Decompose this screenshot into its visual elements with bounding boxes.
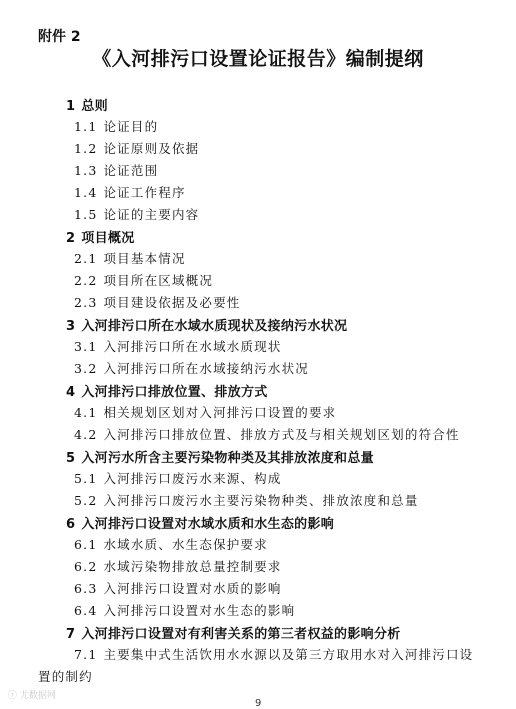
- outline-number: 3: [66, 319, 76, 334]
- outline-number: 1.2: [74, 141, 98, 156]
- outline-number: 6.1: [74, 537, 98, 552]
- outline-number: 6: [66, 517, 76, 532]
- outline-item: [74, 469, 282, 487]
- outline-number: 4.1: [74, 405, 98, 420]
- outline-item: [74, 425, 460, 443]
- outline-text: 置的制约: [38, 669, 93, 684]
- outline-text: 论证目的: [103, 119, 159, 134]
- outline-chapter: [66, 95, 108, 114]
- outline-number: 2.3: [74, 295, 98, 310]
- outline-number: 3.2: [74, 361, 98, 376]
- outline-number: 4.2: [74, 427, 98, 442]
- outline-item: [74, 205, 199, 223]
- outline-text: 水域水质、水生态保护要求: [103, 537, 268, 552]
- outline-item: [74, 271, 213, 289]
- outline-text: 主要集中式生活饮用水水源以及第三方取用水对入河排污口设: [103, 647, 474, 662]
- outline-text: 入河排污口排放位置、排放方式: [81, 385, 268, 400]
- outline-number: 6.2: [74, 559, 98, 574]
- outline-item: [74, 161, 158, 179]
- outline-number: 5: [66, 451, 76, 466]
- attachment-label: 附件 2: [38, 29, 81, 45]
- outline-number: 6.4: [74, 603, 98, 618]
- outline-item: [74, 117, 158, 135]
- outline-text: 入河排污口设置对水质的影响: [103, 581, 282, 596]
- outline-text: 入河排污口所在水域水质现状: [103, 339, 282, 354]
- outline-chapter: [66, 623, 401, 642]
- outline-text: 论证的主要内容: [103, 207, 200, 222]
- outline-text: 项目建设依据及必要性: [103, 295, 241, 310]
- outline-text: 论证工作程序: [103, 185, 186, 200]
- outline-text: 入河污水所含主要污染物种类及其排放浓度和总量: [81, 451, 374, 466]
- outline-number: 1.3: [74, 163, 98, 178]
- outline-text: 入河排污口废污水主要污染物种类、排放浓度和总量: [103, 493, 419, 508]
- outline-item: [74, 491, 419, 509]
- outline-number: 6.3: [74, 581, 98, 596]
- outline-text: 论证范围: [103, 163, 159, 178]
- watermark: ⓡ 尤数据网: [8, 691, 56, 701]
- outline-text: 论证原则及依据: [103, 141, 200, 156]
- outline-text: 项目基本情况: [103, 251, 186, 266]
- outline-item: [74, 579, 282, 597]
- outline-number: 7.1: [74, 647, 98, 662]
- outline-number: 1.1: [74, 119, 98, 134]
- outline-number: 1.5: [74, 207, 98, 222]
- outline-text: 入河排污口所在水域接纳污水状况: [103, 361, 309, 376]
- page-number: 9: [255, 698, 262, 709]
- outline-item: [74, 337, 282, 355]
- outline-text: 水域污染物排放总量控制要求: [103, 559, 282, 574]
- outline-item: [74, 403, 336, 421]
- outline-item: [74, 557, 282, 575]
- outline-number: 5.1: [74, 471, 98, 486]
- outline-chapter: [66, 381, 268, 400]
- outline-text: 项目概况: [81, 231, 135, 246]
- outline-text: 总则: [81, 99, 108, 114]
- outline-number: 1.4: [74, 185, 98, 200]
- outline-item: [74, 535, 268, 553]
- outline-text: 项目所在区域概况: [103, 273, 214, 288]
- outline-chapter: [66, 315, 347, 334]
- outline-item: [74, 249, 186, 267]
- outline-item: [74, 359, 309, 377]
- outline-text: 入河排污口排放位置、排放方式及与相关规划区划的符合性: [103, 427, 460, 442]
- document-title: 《入河排污口设置论证报告》编制提纲: [92, 48, 424, 70]
- outline-item: [74, 183, 186, 201]
- outline-chapter: [66, 227, 135, 246]
- outline-number: 4: [66, 385, 76, 400]
- outline-number: 5.2: [74, 493, 98, 508]
- outline-text: 入河排污口设置对水域水质和水生态的影响: [81, 517, 335, 532]
- outline-item: [38, 667, 93, 685]
- outline-number: 2: [66, 231, 76, 246]
- outline-text: 入河排污口设置对有利害关系的第三者权益的影响分析: [81, 627, 401, 642]
- outline-item: [74, 601, 295, 619]
- outline-chapter: [66, 513, 334, 532]
- outline-number: 7: [66, 627, 76, 642]
- outline-text: 入河排污口设置对水生态的影响: [103, 603, 296, 618]
- outline-text: 相关规划区划对入河排污口设置的要求: [103, 405, 337, 420]
- outline-text: 入河排污口所在水域水质现状及接纳污水状况: [81, 319, 348, 334]
- outline-item: [74, 293, 241, 311]
- outline-item: [74, 645, 473, 663]
- outline-number: 2.1: [74, 251, 98, 266]
- outline-text: 入河排污口废污水来源、构成: [103, 471, 282, 486]
- outline-number: 1: [66, 99, 76, 114]
- outline-number: 3.1: [74, 339, 98, 354]
- outline-number: 2.2: [74, 273, 98, 288]
- outline-item: [74, 139, 199, 157]
- outline-chapter: [66, 447, 374, 466]
